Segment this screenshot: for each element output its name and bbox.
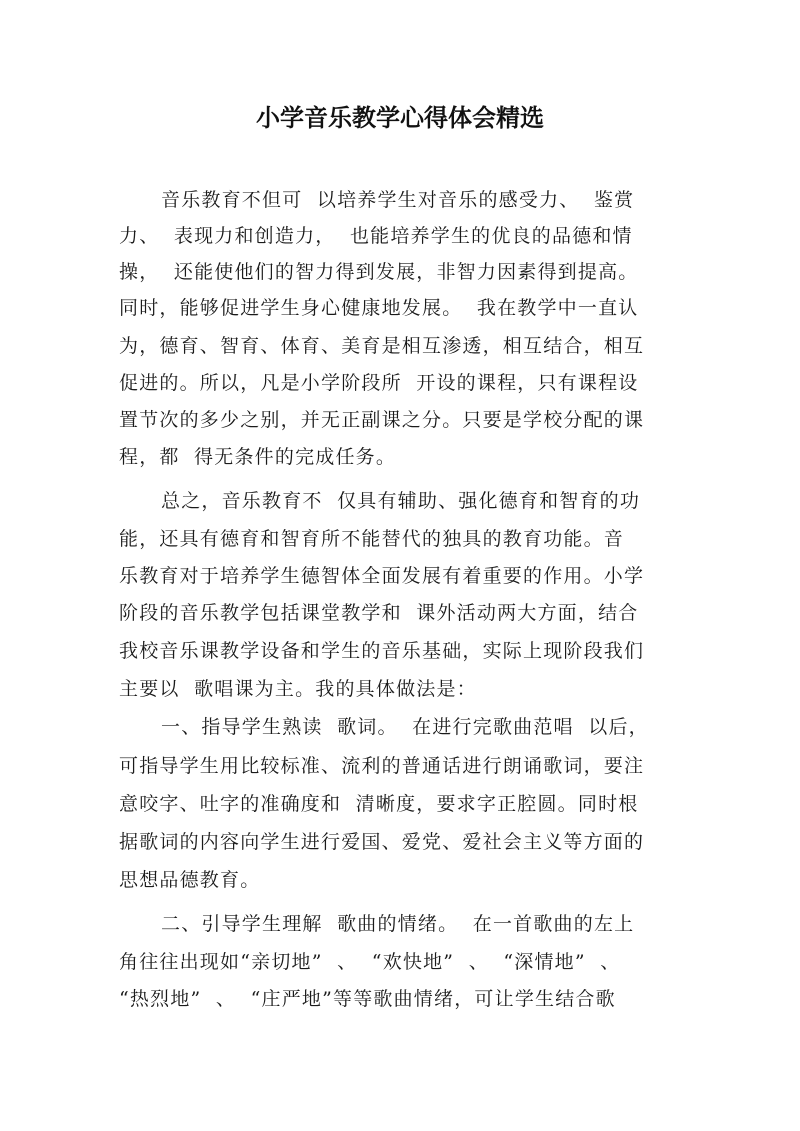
paragraph-line: 思想品德教育。 [119, 869, 261, 891]
paragraph-line: 主要以 歌唱课为主。我的具体做法是： [119, 678, 477, 700]
paragraph-line: 我校音乐课教学设备和学生的音乐基础，实际上现阶段我们 [119, 640, 645, 662]
paragraph-line: 意咬字、吐字的准确度和 清晰度，要求字正腔圆。同时根 [119, 793, 639, 815]
paragraph-line: 二、引导学生理解 歌曲的情绪。 在一首歌曲的左上 [161, 913, 635, 935]
paragraph-line: 同时，能够促进学生身心健康地发展。 我在教学中一直认 [119, 297, 639, 319]
paragraph-line: 总之，音乐教育不 仅具有辅助、强化德育和智育的功 [161, 490, 641, 512]
paragraph-line: 促进的。所以，凡是小学阶段所 开设的课程，只有课程设 [119, 372, 639, 394]
paragraph-line: 程，都 得无条件的完成任务。 [119, 446, 397, 468]
paragraph-line: 音乐教育不但可 以培养学生对音乐的感受力、 鉴赏 [161, 189, 635, 211]
paragraph-line: 据歌词的内容向学生进行爱国、爱党、爱社会主义等方面的 [119, 831, 645, 853]
paragraph-line: 角往往出现如“亲切地” 、 “欢快地” 、 “深情地” 、 [119, 951, 621, 973]
paragraph-line: 为，德育、智育、体育、美育是相互渗透，相互结合，相互 [119, 335, 645, 357]
paragraph-line: 能，还具有德育和智育所不能替代的独具的教育功能。音 [119, 528, 625, 550]
paragraph-line: 置节次的多少之别，并无正副课之分。只要是学校分配的课 [119, 409, 645, 431]
paragraph-line: 阶段的音乐教学包括课堂教学和 课外活动两大方面，结合 [119, 602, 639, 624]
paragraph-line: 力、 表现力和创造力， 也能培养学生的优良的品德和情 [119, 225, 633, 247]
paragraph-line: 可指导学生用比较标准、流利的普通话进行朗诵歌词，要注 [119, 755, 645, 777]
paragraph-line: 操， 还能使他们的智力得到发展，非智力因素得到提高。 [119, 261, 639, 283]
paragraph-line: 一、指导学生熟读 歌词。 在进行完歌曲范唱 以后， [161, 716, 649, 738]
paragraph-line: “热烈地” 、 “庄严地”等等歌曲情绪，可让学生结合歌 [119, 988, 616, 1010]
document-title: 小学音乐教学心得体会精选 [256, 104, 544, 132]
paragraph-line: 乐教育对于培养学生德智体全面发展有着重要的作用。小学 [119, 565, 645, 587]
